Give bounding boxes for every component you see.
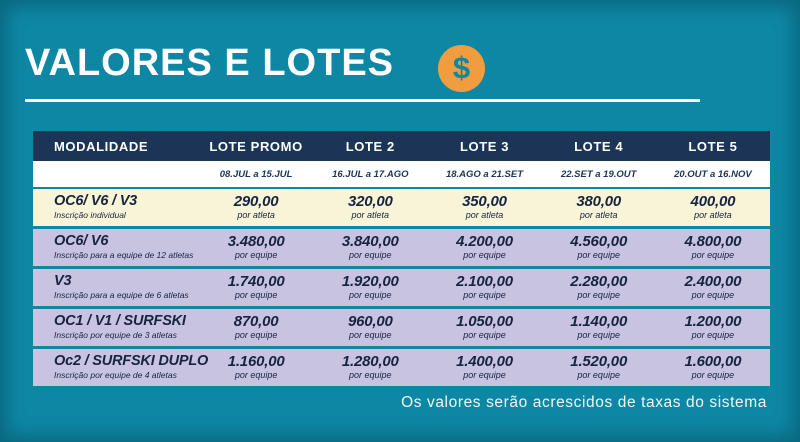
price-value: 4.200,00 [456, 232, 513, 250]
date-range-lote-4: 22.SET a 19.OUT [560, 168, 637, 180]
price-cell [427, 229, 541, 266]
price-unit: por equipe [349, 370, 392, 381]
modality-cell [33, 269, 199, 306]
price-cell [542, 189, 656, 226]
column-header-lote-4: LOTE 4 [574, 138, 624, 154]
price-value: 4.800,00 [684, 232, 742, 250]
price-value: 1.140,00 [570, 312, 628, 330]
modality-cell [33, 229, 199, 266]
price-unit: por equipe [234, 290, 278, 301]
date-range-lote-2: 16.JUL a 17.AGO [332, 168, 409, 180]
price-unit: por equipe [577, 290, 620, 301]
column-header-lote-promo: LOTE PROMO [209, 138, 303, 154]
price-value: 1.920,00 [341, 272, 399, 290]
price-value: 400,00 [690, 192, 736, 210]
modality-description: Inscrição para a equipe de 12 atletas [54, 250, 194, 261]
modality-name: V3 [54, 273, 72, 290]
page-title: VALORES E LOTES [25, 42, 395, 84]
price-value: 3.840,00 [341, 232, 399, 250]
price-cell [313, 189, 427, 226]
modality-description: Inscrição individual [54, 210, 126, 221]
price-value: 1.600,00 [684, 352, 742, 370]
price-value: 1.160,00 [227, 352, 285, 370]
price-cell [427, 269, 541, 306]
price-cell [656, 189, 770, 226]
price-value: 1.200,00 [684, 312, 742, 330]
price-cell [199, 189, 313, 226]
modality-description: Inscrição para a equipe de 6 atletas [54, 290, 189, 301]
price-unit: por equipe [234, 330, 278, 341]
price-cell [542, 349, 656, 386]
date-range-lote-3: 18.AGO a 21.SET [445, 168, 524, 180]
dollar-icon [438, 45, 485, 92]
price-cell [542, 229, 656, 266]
price-value: 2.400,00 [684, 272, 742, 290]
table-row-v3 [33, 269, 770, 306]
modality-name: OC1 / V1 / SURFSKI [54, 313, 186, 330]
price-cell [542, 269, 656, 306]
price-unit: por equipe [463, 250, 506, 261]
modality-description: Inscrição por equipe de 4 atletas [54, 370, 177, 381]
price-value: 4.560,00 [570, 232, 628, 250]
price-cell [199, 269, 313, 306]
price-value: 380,00 [576, 192, 622, 210]
price-unit: por equipe [463, 370, 506, 381]
price-unit: por equipe [234, 370, 278, 381]
price-value: 2.280,00 [570, 272, 628, 290]
price-cell [427, 349, 541, 386]
price-unit: por atleta [465, 210, 504, 221]
price-unit: por equipe [463, 290, 506, 301]
price-unit: por atleta [694, 210, 732, 221]
pricing-table [33, 131, 770, 389]
price-value: 1.740,00 [227, 272, 285, 290]
price-value: 870,00 [233, 312, 279, 330]
table-row-oc2-surfski-duplo [33, 349, 770, 386]
date-range-empty [33, 161, 199, 187]
price-unit: por equipe [463, 330, 506, 341]
price-value: 1.400,00 [456, 352, 513, 370]
price-cell [313, 269, 427, 306]
price-value: 1.520,00 [570, 352, 628, 370]
table-row-oc6-v6-v3 [33, 189, 770, 226]
price-unit: por atleta [351, 210, 390, 221]
modality-name: Oc2 / SURFSKI DUPLO [54, 353, 209, 370]
price-unit: por equipe [234, 250, 278, 261]
price-unit: por equipe [349, 330, 392, 341]
table-row-oc6-v6 [33, 229, 770, 266]
price-unit: por equipe [691, 330, 735, 341]
footer-note: Os valores serão acrescidos de taxas do sistema [401, 394, 767, 411]
table-row-oc1-v1-surfski [33, 309, 770, 346]
price-unit: por equipe [577, 370, 620, 381]
modality-cell [33, 309, 199, 346]
price-value: 960,00 [347, 312, 393, 330]
price-value: 350,00 [462, 192, 507, 210]
price-unit: por equipe [691, 370, 735, 381]
price-unit: por atleta [237, 210, 275, 221]
price-value: 1.280,00 [341, 352, 399, 370]
dollar-sign: $ [452, 50, 471, 85]
price-unit: por equipe [691, 250, 735, 261]
column-header-lote-3: LOTE 3 [459, 138, 510, 154]
column-header-lote-5: LOTE 5 [688, 138, 738, 154]
price-cell [656, 269, 770, 306]
price-cell [427, 189, 541, 226]
table-header-row [33, 131, 770, 161]
modality-cell [33, 189, 199, 226]
price-unit: por equipe [577, 250, 620, 261]
column-header-lote-2: LOTE 2 [345, 138, 395, 154]
price-cell [199, 229, 313, 266]
price-cell [656, 309, 770, 346]
price-unit: por equipe [577, 330, 620, 341]
price-value: 2.100,00 [456, 272, 513, 290]
column-header-modalidade: MODALIDADE [54, 138, 149, 154]
price-cell [313, 309, 427, 346]
price-cell [313, 349, 427, 386]
modality-description: Inscrição por equipe de 3 atletas [54, 330, 177, 341]
price-cell [313, 229, 427, 266]
price-unit: por equipe [691, 290, 735, 301]
price-unit: por atleta [579, 210, 618, 221]
title-underline [25, 99, 700, 102]
price-cell [199, 349, 313, 386]
modality-name: OC6/ V6 [54, 233, 109, 250]
modality-cell [33, 349, 209, 386]
date-range-row [33, 161, 770, 187]
price-value: 1.050,00 [456, 312, 513, 330]
date-range-lote-5: 20.OUT a 16.NOV [674, 168, 752, 180]
price-cell [427, 309, 541, 346]
price-value: 320,00 [347, 192, 393, 210]
price-value: 290,00 [233, 192, 279, 210]
price-cell [199, 309, 313, 346]
price-unit: por equipe [349, 290, 392, 301]
price-cell [656, 349, 770, 386]
price-value: 3.480,00 [227, 232, 285, 250]
price-cell [542, 309, 656, 346]
date-range-lote-promo: 08.JUL a 15.JUL [219, 168, 293, 180]
modality-name: OC6/ V6 / V3 [54, 193, 138, 210]
price-cell [656, 229, 770, 266]
price-unit: por equipe [349, 250, 392, 261]
